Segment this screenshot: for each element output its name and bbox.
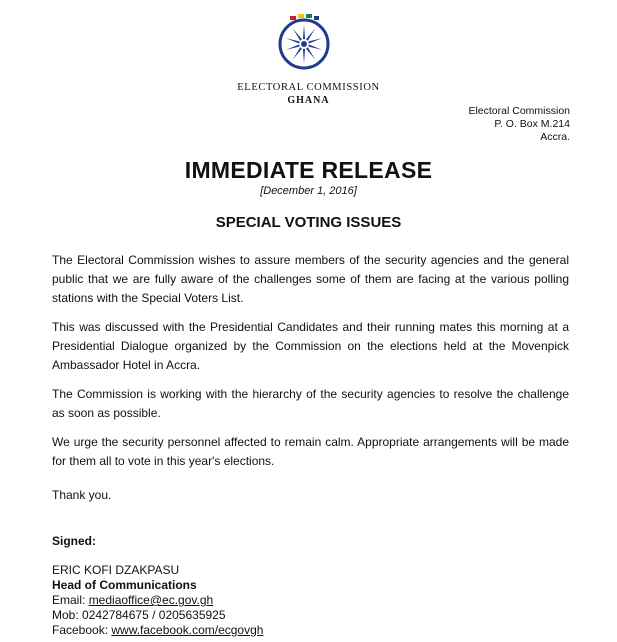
release-headline: IMMEDIATE RELEASE xyxy=(184,157,433,183)
body-paragraph: The Commission is working with the hierarchy of the security agencies to resolve the challenge as soon as possible. xyxy=(52,387,569,420)
address-line: Electoral Commission xyxy=(468,105,570,117)
emblem-ray xyxy=(303,49,305,63)
emblem-ray xyxy=(308,44,322,49)
email-link[interactable]: mediaoffice@ec.gov.gh xyxy=(88,593,214,607)
body-paragraph: This was discussed with the Presidential Candidates and their running mates this morning at a Presidential Dialogue organized by the Commission on the elections held at the Movenpick Ambassador Hotel in Accra. xyxy=(52,320,569,372)
signatory-name: ERIC KOFI DZAKPASU xyxy=(52,563,180,577)
phone-number: 0242784675 xyxy=(82,608,149,622)
electoral-commission-logo-icon xyxy=(276,10,332,80)
address-line: P. O. Box M.214 xyxy=(494,118,570,130)
mobile-label: Mob: xyxy=(52,608,83,622)
phone-separator: / xyxy=(148,608,159,622)
phone-number: 0205635925 xyxy=(158,608,226,622)
body-paragraph: The Electoral Commission wishes to assure members of the security agencies and the general public that we are fully aware of the challenges some of them are facing at the various polling stations with the Special Voters List. xyxy=(52,253,569,305)
release-body xyxy=(52,251,569,481)
release-subject: SPECIAL VOTING ISSUES xyxy=(215,214,402,231)
address-line: Accra. xyxy=(540,131,570,143)
organization-country: GHANA xyxy=(287,95,330,106)
email-label: Email: xyxy=(52,593,89,607)
emblem-ray xyxy=(293,29,302,41)
emblem-ray xyxy=(303,25,305,39)
emblem-ray xyxy=(306,29,315,41)
signatory-title: Head of Communications xyxy=(52,578,197,592)
facebook-label: Facebook: xyxy=(52,623,112,637)
facebook-link[interactable]: www.facebook.com/ecgovgh xyxy=(111,623,264,637)
email-line xyxy=(52,593,263,608)
closing-thanks: Thank you. xyxy=(52,488,112,502)
body-paragraph: We urge the security personnel affected to remain calm. Appropriate arrangements will be made for them all to vote in this year's elections. xyxy=(52,435,569,468)
facebook-line xyxy=(52,623,263,638)
release-date: [December 1, 2016] xyxy=(260,185,357,197)
mobile-line xyxy=(52,608,263,623)
emblem-ray xyxy=(308,38,322,43)
emblem-ray xyxy=(286,44,300,49)
signed-label: Signed: xyxy=(52,534,96,548)
signature-block xyxy=(52,563,263,638)
emblem-ray xyxy=(306,47,315,59)
address-block xyxy=(468,105,570,144)
emblem-ray xyxy=(293,47,302,59)
emblem-ray xyxy=(286,38,300,43)
organization-name: ELECTORAL COMMISSION xyxy=(237,82,380,93)
